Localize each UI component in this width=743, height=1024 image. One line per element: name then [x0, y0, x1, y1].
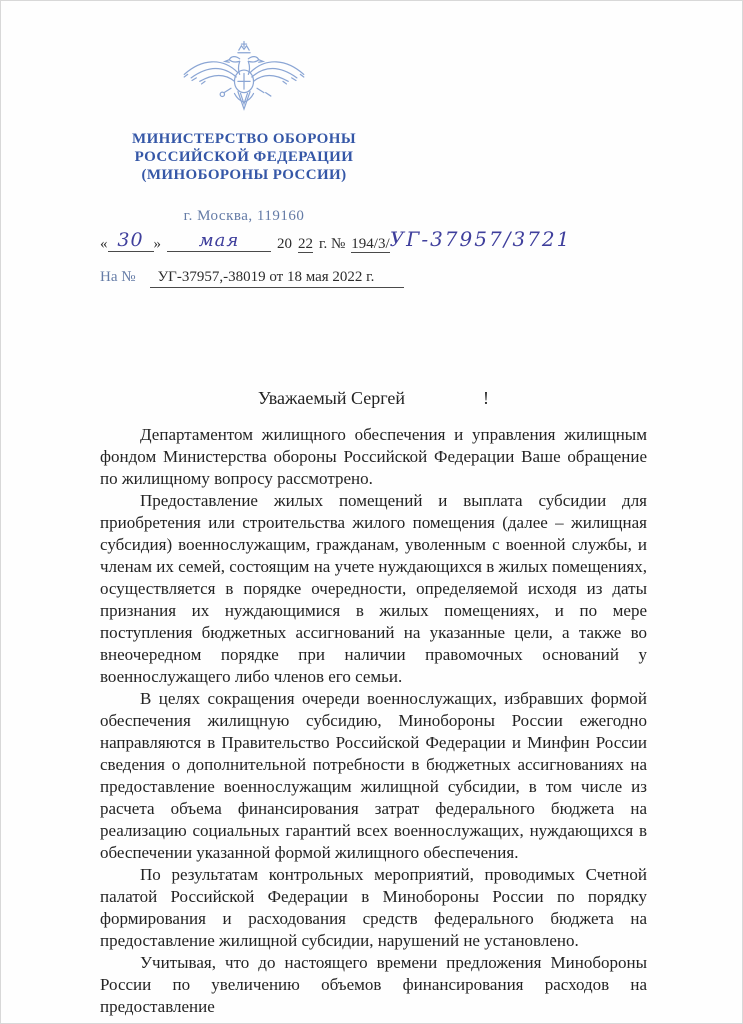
paragraph-4: По результатам контрольных мероприятий, проводимых Счетной палатой Российской Федерации в Минобороны России по порядку формирования и расходования средств федерального бюджета на предоставление жилищной субсидии, нарушений не установлено.: [100, 865, 647, 950]
handwritten-day: 30: [108, 229, 154, 252]
ministry-name-line-2: РОССИЙСКОЙ ФЕДЕРАЦИИ: [134, 149, 354, 165]
paragraph-2: Предоставление жилых помещений и выплата субсидии для приобретения или строительства жилого помещения (далее – жилищная субсидия) военнослужащим, гражданам, уволенным с военной службы, и членам их семей, состоящим на учете нуждающихся в жилых помещениях, осуществляется в порядке очередности, определяемой исходя из даты признания их нуждающимися в жилых помещениях, и по мере поступления бюджетных ассигнований на указанные цели, а также во внеочередном порядке при наличии правомочных оснований у военнослужащего либо членов его семьи.: [100, 491, 647, 686]
letterhead: [58, 38, 430, 225]
open-quote: «: [100, 236, 108, 252]
reply-reference-value: УГ-37957,-38019 от 18 мая 2022 г.: [150, 269, 405, 288]
year-typed: 22: [298, 236, 313, 252]
salutation: [100, 388, 647, 409]
paragraph-5: Учитывая, что до настоящего времени предложения Минобороны России по увеличению объемов финансирования расходов на предоставление: [100, 953, 647, 1016]
salutation-exclamation: !: [482, 388, 489, 408]
ministry-name-line-1: МИНИСТЕРСТВО ОБОРОНЫ: [132, 131, 356, 147]
ministry-address: г. Москва, 119160: [183, 208, 305, 224]
ministry-name-line-3: (МИНОБОРОНЫ РОССИИ): [141, 167, 347, 183]
year-prefix: 20: [277, 236, 292, 252]
reply-label: На №: [100, 269, 136, 285]
handwritten-outgoing-number: УГ-37957/3721: [389, 227, 572, 251]
ministry-emblem: [58, 38, 430, 116]
year-suffix: г. №: [319, 236, 346, 252]
close-quote: »: [153, 236, 161, 252]
handwritten-month: мая: [167, 230, 271, 252]
salutation-text: Уважаемый Сергей: [258, 388, 405, 408]
double-headed-eagle-icon: [169, 38, 319, 116]
paragraph-1: Департаментом жилищного обеспечения и управления жилищным фондом Министерства обороны Российской Федерации Ваше обращение по жилищному вопросу рассмотрено.: [100, 425, 647, 488]
letter-body: [100, 424, 647, 1018]
reply-reference-line: [100, 269, 404, 286]
outgoing-number-typed: 194/3/: [351, 236, 390, 252]
date-number-line: [100, 229, 580, 254]
paragraph-3: В целях сокращения очереди военнослужащих, избравших формой обеспечения жилищную субсидию, Минобороны России ежегодно направляются в Правительство Российской Федерации и Минфин России сведения о дополнительной потребности в бюджетных ассигнованиях на предоставление военнослужащим жилищной субсидии, в том числе из расчета объема финансирования затрат федерального бюджета на реализацию социальных гарантий всех военнослужащих, нуждающихся в обеспечении указанной формой жилищного обеспечения.: [100, 689, 647, 862]
